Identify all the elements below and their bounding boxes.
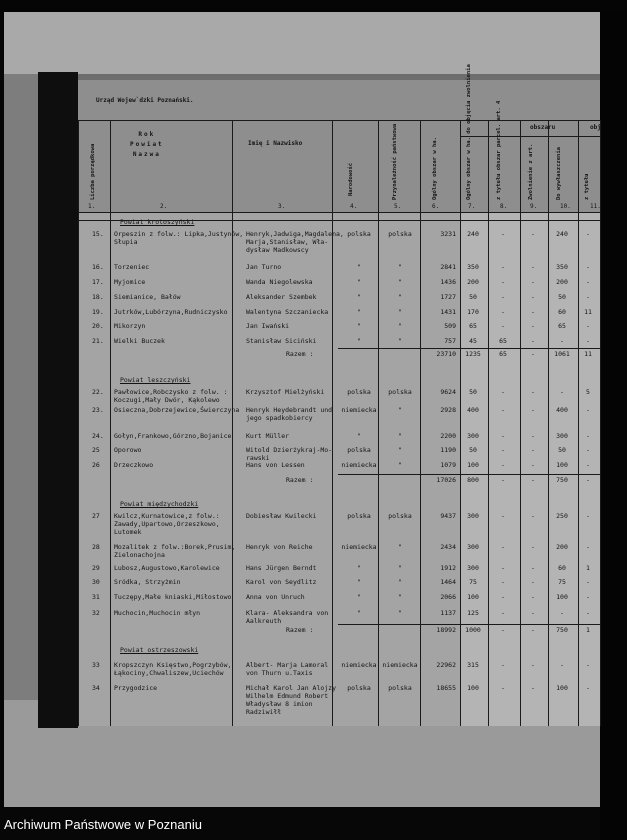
row-c7: 300 bbox=[467, 543, 479, 551]
header-owner: Imię i Nazwisko bbox=[248, 140, 303, 147]
row-owner: Albert- Marja Lamoral von Thurn u.Taxis bbox=[246, 661, 329, 677]
row-owner: Jan Iwański bbox=[246, 322, 290, 330]
row-c7: 240 bbox=[467, 230, 479, 238]
column-number: 10. bbox=[560, 203, 571, 210]
row-place: Jutrków,Lubórzyna,Rudniczysko bbox=[114, 308, 228, 316]
row-area: 23710 bbox=[436, 350, 456, 358]
row-c9: - bbox=[531, 609, 535, 617]
row-c9: - bbox=[531, 476, 535, 484]
subtotal-label: Razem : bbox=[286, 350, 314, 358]
row-c7: 75 bbox=[469, 578, 477, 586]
row-c10: 300 bbox=[556, 432, 568, 440]
row-c7: 65 bbox=[469, 322, 477, 330]
row-place: Gołyn,Frankowo,Górzno,Bojanice bbox=[114, 432, 232, 440]
row-c8: - bbox=[501, 461, 505, 469]
row-c7: 50 bbox=[469, 293, 477, 301]
column-number: 8. bbox=[500, 203, 508, 210]
row-nationality: " bbox=[357, 432, 361, 440]
row-c9: - bbox=[531, 626, 535, 634]
row-c11: - bbox=[586, 578, 590, 586]
header-lp: Liczba porządkowa bbox=[90, 143, 96, 200]
row-c11: 11 bbox=[584, 308, 592, 316]
header-nationality: Narodowość bbox=[348, 162, 354, 196]
column-number: 1. bbox=[88, 203, 96, 210]
row-c7: 300 bbox=[467, 564, 479, 572]
column-rule bbox=[548, 120, 549, 726]
row-c8: - bbox=[501, 661, 505, 669]
row-c11: 1 bbox=[586, 626, 590, 634]
row-affiliation: " bbox=[398, 564, 402, 572]
row-c8: - bbox=[501, 446, 505, 454]
row-c7: 315 bbox=[467, 661, 479, 669]
column-number: 9. bbox=[530, 203, 538, 210]
column-rule bbox=[578, 120, 579, 726]
row-number: 22. bbox=[92, 388, 104, 396]
row-place: Siemianice, Bałów bbox=[114, 293, 181, 301]
column-number: 3. bbox=[278, 203, 286, 210]
column-number: 11. bbox=[590, 203, 601, 210]
row-nationality: " bbox=[357, 263, 361, 271]
row-c10: 1061 bbox=[554, 350, 570, 358]
row-nationality: " bbox=[357, 337, 361, 345]
row-c7: 100 bbox=[467, 461, 479, 469]
row-area: 1436 bbox=[440, 278, 456, 286]
section-title: Powiat leszczyński bbox=[120, 376, 191, 384]
row-owner: Henryk von Reiche bbox=[246, 543, 313, 551]
row-c8: - bbox=[501, 684, 505, 692]
row-c9: - bbox=[531, 661, 535, 669]
row-affiliation: polska bbox=[388, 684, 412, 692]
row-c10: 350 bbox=[556, 263, 568, 271]
row-c10: 200 bbox=[556, 543, 568, 551]
row-number: 33 bbox=[92, 661, 100, 669]
top-margin bbox=[4, 12, 600, 74]
row-owner: Kurt Müller bbox=[246, 432, 290, 440]
header-name-block: Rok Powiat Nazwa bbox=[130, 131, 164, 158]
section-title: Powiat krotoszyński bbox=[120, 218, 195, 226]
row-c11: - bbox=[586, 322, 590, 330]
row-nationality: polska bbox=[347, 512, 371, 520]
subtotal-rule bbox=[338, 624, 600, 625]
row-c9: - bbox=[531, 578, 535, 586]
row-c8: - bbox=[501, 263, 505, 271]
row-number: 15. bbox=[92, 230, 104, 238]
row-c8: - bbox=[501, 432, 505, 440]
column-number: 7. bbox=[468, 203, 476, 210]
row-number: 16. bbox=[92, 263, 104, 271]
row-c10: 200 bbox=[556, 278, 568, 286]
row-affiliation: " bbox=[398, 461, 402, 469]
row-place: Przygodzice bbox=[114, 684, 158, 692]
row-affiliation: " bbox=[398, 593, 402, 601]
row-c7: 125 bbox=[467, 609, 479, 617]
row-c8: - bbox=[501, 609, 505, 617]
row-area: 9624 bbox=[440, 388, 456, 396]
row-nationality: " bbox=[357, 278, 361, 286]
row-number: 17. bbox=[92, 278, 104, 286]
row-area: 18655 bbox=[436, 684, 456, 692]
row-nationality: " bbox=[357, 593, 361, 601]
row-affiliation: " bbox=[398, 406, 402, 414]
row-place: Oporowo bbox=[114, 446, 142, 454]
column-rule bbox=[232, 120, 233, 726]
row-place: Sródka, Strzyżmin bbox=[114, 578, 181, 586]
row-owner: Stanisław Siciński bbox=[246, 337, 317, 345]
row-place: Kropszczyn Księstwo,Pogrzybów, Łąkociny,Chwaliszew,Uciechów bbox=[114, 661, 232, 677]
column-number: 5. bbox=[394, 203, 402, 210]
subtotal-rule bbox=[338, 474, 600, 475]
row-c7: 170 bbox=[467, 308, 479, 316]
row-c8: 65 bbox=[499, 350, 507, 358]
row-c8: - bbox=[501, 476, 505, 484]
column-rule bbox=[600, 120, 601, 726]
row-c9: - bbox=[531, 278, 535, 286]
row-owner: Jan Turno bbox=[246, 263, 282, 271]
row-c11: - bbox=[586, 609, 590, 617]
row-c7: 45 bbox=[469, 337, 477, 345]
row-c9: - bbox=[531, 432, 535, 440]
row-c8: - bbox=[501, 388, 505, 396]
row-c9: - bbox=[531, 684, 535, 692]
row-c11: - bbox=[586, 593, 590, 601]
row-c11: - bbox=[586, 406, 590, 414]
row-area: 2066 bbox=[440, 593, 456, 601]
header-area: Ogólny obszar w ha. bbox=[432, 137, 438, 200]
row-nationality: " bbox=[357, 293, 361, 301]
row-c10: - bbox=[560, 388, 564, 396]
row-area: 18992 bbox=[436, 626, 456, 634]
row-owner: Henryk,Jadwiga,Magdalena, Marja,Stanisław, Wła- dysław Madkowscy bbox=[246, 230, 344, 254]
row-area: 3231 bbox=[440, 230, 456, 238]
subtotal-label: Razem : bbox=[286, 626, 314, 634]
row-number: 32 bbox=[92, 609, 100, 617]
row-place: Tuczępy,Małe kniaski,Miłostowo bbox=[114, 593, 232, 601]
row-c8: - bbox=[501, 626, 505, 634]
row-c11: - bbox=[586, 661, 590, 669]
row-area: 17026 bbox=[436, 476, 456, 484]
row-number: 34 bbox=[92, 684, 100, 692]
row-c8: - bbox=[501, 543, 505, 551]
row-owner: Hans von Lessen bbox=[246, 461, 305, 469]
row-c8: - bbox=[501, 406, 505, 414]
column-rule bbox=[488, 120, 489, 726]
row-c10: 100 bbox=[556, 461, 568, 469]
row-c9: - bbox=[531, 543, 535, 551]
row-affiliation: " bbox=[398, 263, 402, 271]
row-owner: Wanda Niegolewska bbox=[246, 278, 313, 286]
section-title: Powiat międzychodzki bbox=[120, 500, 199, 508]
row-c10: - bbox=[560, 609, 564, 617]
archive-name: Archiwum Państwowe w Poznaniu bbox=[4, 817, 202, 832]
column-rule bbox=[420, 120, 421, 726]
row-c11: - bbox=[586, 263, 590, 271]
header-c10: Do wywłaszczenia bbox=[556, 147, 562, 200]
row-number: 25 bbox=[92, 446, 100, 454]
row-affiliation: polska bbox=[388, 388, 412, 396]
row-c9: - bbox=[531, 564, 535, 572]
row-number: 23. bbox=[92, 406, 104, 414]
header-c11: z tytułu bbox=[584, 173, 590, 200]
row-c7: 1000 bbox=[465, 626, 481, 634]
row-number: 29 bbox=[92, 564, 100, 572]
row-place: Kwilcz,Kurnatowice,z folw.: Zawady,Upartowo,Orzeszkowo, Lutomek bbox=[114, 512, 220, 536]
row-rule bbox=[78, 212, 600, 213]
header-rule bbox=[460, 136, 600, 137]
column-rule bbox=[378, 120, 379, 726]
row-c8: - bbox=[501, 230, 505, 238]
footer-bar bbox=[0, 808, 600, 840]
column-rule bbox=[332, 120, 333, 726]
row-place: Myjomice bbox=[114, 278, 146, 286]
column-rule bbox=[78, 120, 79, 726]
row-nationality: polska bbox=[347, 388, 371, 396]
row-nationality: niemiecka bbox=[341, 661, 377, 669]
row-c10: 50 bbox=[558, 446, 566, 454]
column-number: 2. bbox=[160, 203, 168, 210]
row-owner: Hans Jürgen Berndt bbox=[246, 564, 317, 572]
row-c10: 75 bbox=[558, 578, 566, 586]
office-name: Urząd Wojew`dzki Poznański. bbox=[96, 97, 194, 104]
row-number: 27 bbox=[92, 512, 100, 520]
row-area: 509 bbox=[444, 322, 456, 330]
row-place: Drzeczkowo bbox=[114, 461, 154, 469]
row-nationality: polska bbox=[347, 684, 371, 692]
row-c7: 350 bbox=[467, 263, 479, 271]
row-number: 31 bbox=[92, 593, 100, 601]
row-c11: 5 bbox=[586, 388, 590, 396]
row-c11: - bbox=[586, 293, 590, 301]
row-c8: - bbox=[501, 293, 505, 301]
row-number: 21. bbox=[92, 337, 104, 345]
row-place: Osieczna,Dobrzejewice,Świerczyna bbox=[114, 406, 240, 414]
row-nationality: " bbox=[357, 322, 361, 330]
row-owner: Michał Karol Jan Alojzy Wilhelm Edmund Robert Władysław 8 imion Radziwiłł bbox=[246, 684, 337, 716]
row-affiliation: " bbox=[398, 543, 402, 551]
row-c10: 50 bbox=[558, 293, 566, 301]
row-affiliation: " bbox=[398, 446, 402, 454]
row-place: Mozalitek z folw.:Borek,Prusim, Zielonachojna bbox=[114, 543, 236, 559]
row-nationality: " bbox=[357, 564, 361, 572]
row-place: Wielki Buczek bbox=[114, 337, 165, 345]
row-c11: - bbox=[586, 446, 590, 454]
row-c8: - bbox=[501, 308, 505, 316]
row-affiliation: niemiecka bbox=[382, 661, 418, 669]
row-c7: 300 bbox=[467, 432, 479, 440]
row-c11: - bbox=[586, 461, 590, 469]
row-c9: - bbox=[531, 512, 535, 520]
row-c10: - bbox=[560, 661, 564, 669]
row-c9: - bbox=[531, 337, 535, 345]
row-c8: - bbox=[501, 564, 505, 572]
row-area: 1431 bbox=[440, 308, 456, 316]
row-c11: - bbox=[586, 230, 590, 238]
row-nationality: polska bbox=[347, 446, 371, 454]
header-c9: Zwolnienie z art. bbox=[528, 143, 534, 200]
row-c10: - bbox=[560, 337, 564, 345]
row-affiliation: polska bbox=[388, 230, 412, 238]
row-c9: - bbox=[531, 461, 535, 469]
row-owner: Henryk Heydebrandt und jego spadkobiercy bbox=[246, 406, 333, 422]
row-nationality: " bbox=[357, 308, 361, 316]
row-affiliation: " bbox=[398, 322, 402, 330]
row-owner: Walentyna Szczaniecka bbox=[246, 308, 329, 316]
row-nationality: " bbox=[357, 578, 361, 586]
row-area: 1137 bbox=[440, 609, 456, 617]
row-c7: 1235 bbox=[465, 350, 481, 358]
header-c8: z tytułu obszar parcel. art. 4 bbox=[496, 100, 502, 200]
row-c7: 300 bbox=[467, 512, 479, 520]
row-c7: 100 bbox=[467, 684, 479, 692]
row-area: 2841 bbox=[440, 263, 456, 271]
row-c9: - bbox=[531, 446, 535, 454]
row-area: 1727 bbox=[440, 293, 456, 301]
row-number: 20. bbox=[92, 322, 104, 330]
row-area: 1464 bbox=[440, 578, 456, 586]
row-area: 1912 bbox=[440, 564, 456, 572]
header-affiliation: Przynależność państwowa bbox=[392, 123, 398, 200]
row-nationality: niemiecka bbox=[341, 406, 377, 414]
row-c11: - bbox=[586, 278, 590, 286]
row-c11: - bbox=[586, 684, 590, 692]
row-area: 1079 bbox=[440, 461, 456, 469]
row-c11: - bbox=[586, 512, 590, 520]
row-affiliation: " bbox=[398, 293, 402, 301]
top-border bbox=[0, 0, 627, 12]
column-rule bbox=[520, 120, 521, 726]
row-c10: 400 bbox=[556, 406, 568, 414]
column-number: 4. bbox=[350, 203, 358, 210]
top-right-label-2: obj bbox=[590, 124, 601, 131]
row-nationality: niemiecka bbox=[341, 461, 377, 469]
row-c7: 100 bbox=[467, 593, 479, 601]
row-c9: - bbox=[531, 263, 535, 271]
header-c7: Ogólny obszar w ha. do objęcia zwolnienia bbox=[466, 64, 472, 200]
top-right-label: obszaru bbox=[530, 124, 556, 131]
row-area: 2434 bbox=[440, 543, 456, 551]
row-c11: - bbox=[586, 476, 590, 484]
row-owner: Dobiesław Kwilecki bbox=[246, 512, 317, 520]
row-affiliation: " bbox=[398, 609, 402, 617]
column-rule bbox=[460, 120, 461, 726]
row-nationality: " bbox=[357, 609, 361, 617]
row-c8: - bbox=[501, 593, 505, 601]
row-c9: - bbox=[531, 406, 535, 414]
row-owner: Aleksander Szembek bbox=[246, 293, 317, 301]
row-c9: - bbox=[531, 322, 535, 330]
row-number: 26 bbox=[92, 461, 100, 469]
row-owner: Krzysztof Mielżyński bbox=[246, 388, 325, 396]
row-owner: Anna von Unruch bbox=[246, 593, 305, 601]
row-c10: 60 bbox=[558, 564, 566, 572]
row-c8: - bbox=[501, 578, 505, 586]
row-area: 22962 bbox=[436, 661, 456, 669]
row-area: 9437 bbox=[440, 512, 456, 520]
row-place: Orpeszin z folw.: Lipka,Justynów, Słupia bbox=[114, 230, 244, 246]
row-c11: - bbox=[586, 337, 590, 345]
row-nationality: polska bbox=[347, 230, 371, 238]
row-c11: - bbox=[586, 432, 590, 440]
row-owner: Karol von Seydlitz bbox=[246, 578, 317, 586]
subtotal-label: Razem : bbox=[286, 476, 314, 484]
row-c8: - bbox=[501, 512, 505, 520]
shadow-edge bbox=[38, 72, 78, 728]
row-c10: 750 bbox=[556, 476, 568, 484]
row-c8: - bbox=[501, 322, 505, 330]
row-c7: 800 bbox=[467, 476, 479, 484]
row-place: Muchocin,Muchocin młyn bbox=[114, 609, 201, 617]
row-c10: 65 bbox=[558, 322, 566, 330]
row-c10: 240 bbox=[556, 230, 568, 238]
column-rule bbox=[110, 120, 111, 726]
row-c7: 50 bbox=[469, 446, 477, 454]
row-place: Torzeniec bbox=[114, 263, 150, 271]
subtotal-rule bbox=[338, 348, 600, 349]
row-number: 28 bbox=[92, 543, 100, 551]
row-number: 18. bbox=[92, 293, 104, 301]
row-area: 1190 bbox=[440, 446, 456, 454]
row-c10: 250 bbox=[556, 512, 568, 520]
row-c10: 60 bbox=[558, 308, 566, 316]
right-border bbox=[600, 0, 627, 840]
row-rule bbox=[78, 120, 600, 121]
row-c8: 65 bbox=[499, 337, 507, 345]
row-place: Pawłowice,Robczysko z folw. : Koczugi,Mały Dwór, Kąkolewo bbox=[114, 388, 228, 404]
row-nationality: niemiecka bbox=[341, 543, 377, 551]
row-c9: - bbox=[531, 350, 535, 358]
row-place: Lubosz,Augustowo,Karolewice bbox=[114, 564, 220, 572]
row-c11: - bbox=[586, 543, 590, 551]
row-c7: 400 bbox=[467, 406, 479, 414]
row-affiliation: " bbox=[398, 337, 402, 345]
row-owner: Witold Dzierżykraj-Mo- rawski bbox=[246, 446, 333, 462]
row-c9: - bbox=[531, 308, 535, 316]
row-area: 2200 bbox=[440, 432, 456, 440]
row-c9: - bbox=[531, 230, 535, 238]
row-affiliation: " bbox=[398, 278, 402, 286]
left-margin bbox=[4, 74, 38, 700]
row-affiliation: " bbox=[398, 308, 402, 316]
row-c9: - bbox=[531, 593, 535, 601]
row-affiliation: " bbox=[398, 432, 402, 440]
row-c10: 100 bbox=[556, 593, 568, 601]
column-number: 6. bbox=[432, 203, 440, 210]
row-c10: 100 bbox=[556, 684, 568, 692]
row-c11: 1 bbox=[586, 564, 590, 572]
row-number: 30 bbox=[92, 578, 100, 586]
row-c9: - bbox=[531, 293, 535, 301]
section-title: Powiat ostrzeszowski bbox=[120, 646, 199, 654]
row-c10: 750 bbox=[556, 626, 568, 634]
row-c11: 11 bbox=[584, 350, 592, 358]
row-area: 2928 bbox=[440, 406, 456, 414]
row-area: 757 bbox=[444, 337, 456, 345]
row-c9: - bbox=[531, 388, 535, 396]
row-owner: Klara- Aleksandra von Aalkreuth bbox=[246, 609, 329, 625]
row-c8: - bbox=[501, 278, 505, 286]
row-number: 19. bbox=[92, 308, 104, 316]
row-c7: 200 bbox=[467, 278, 479, 286]
row-number: 24. bbox=[92, 432, 104, 440]
row-place: Mikorzyn bbox=[114, 322, 146, 330]
row-affiliation: " bbox=[398, 578, 402, 586]
row-affiliation: polska bbox=[388, 512, 412, 520]
row-c7: 50 bbox=[469, 388, 477, 396]
